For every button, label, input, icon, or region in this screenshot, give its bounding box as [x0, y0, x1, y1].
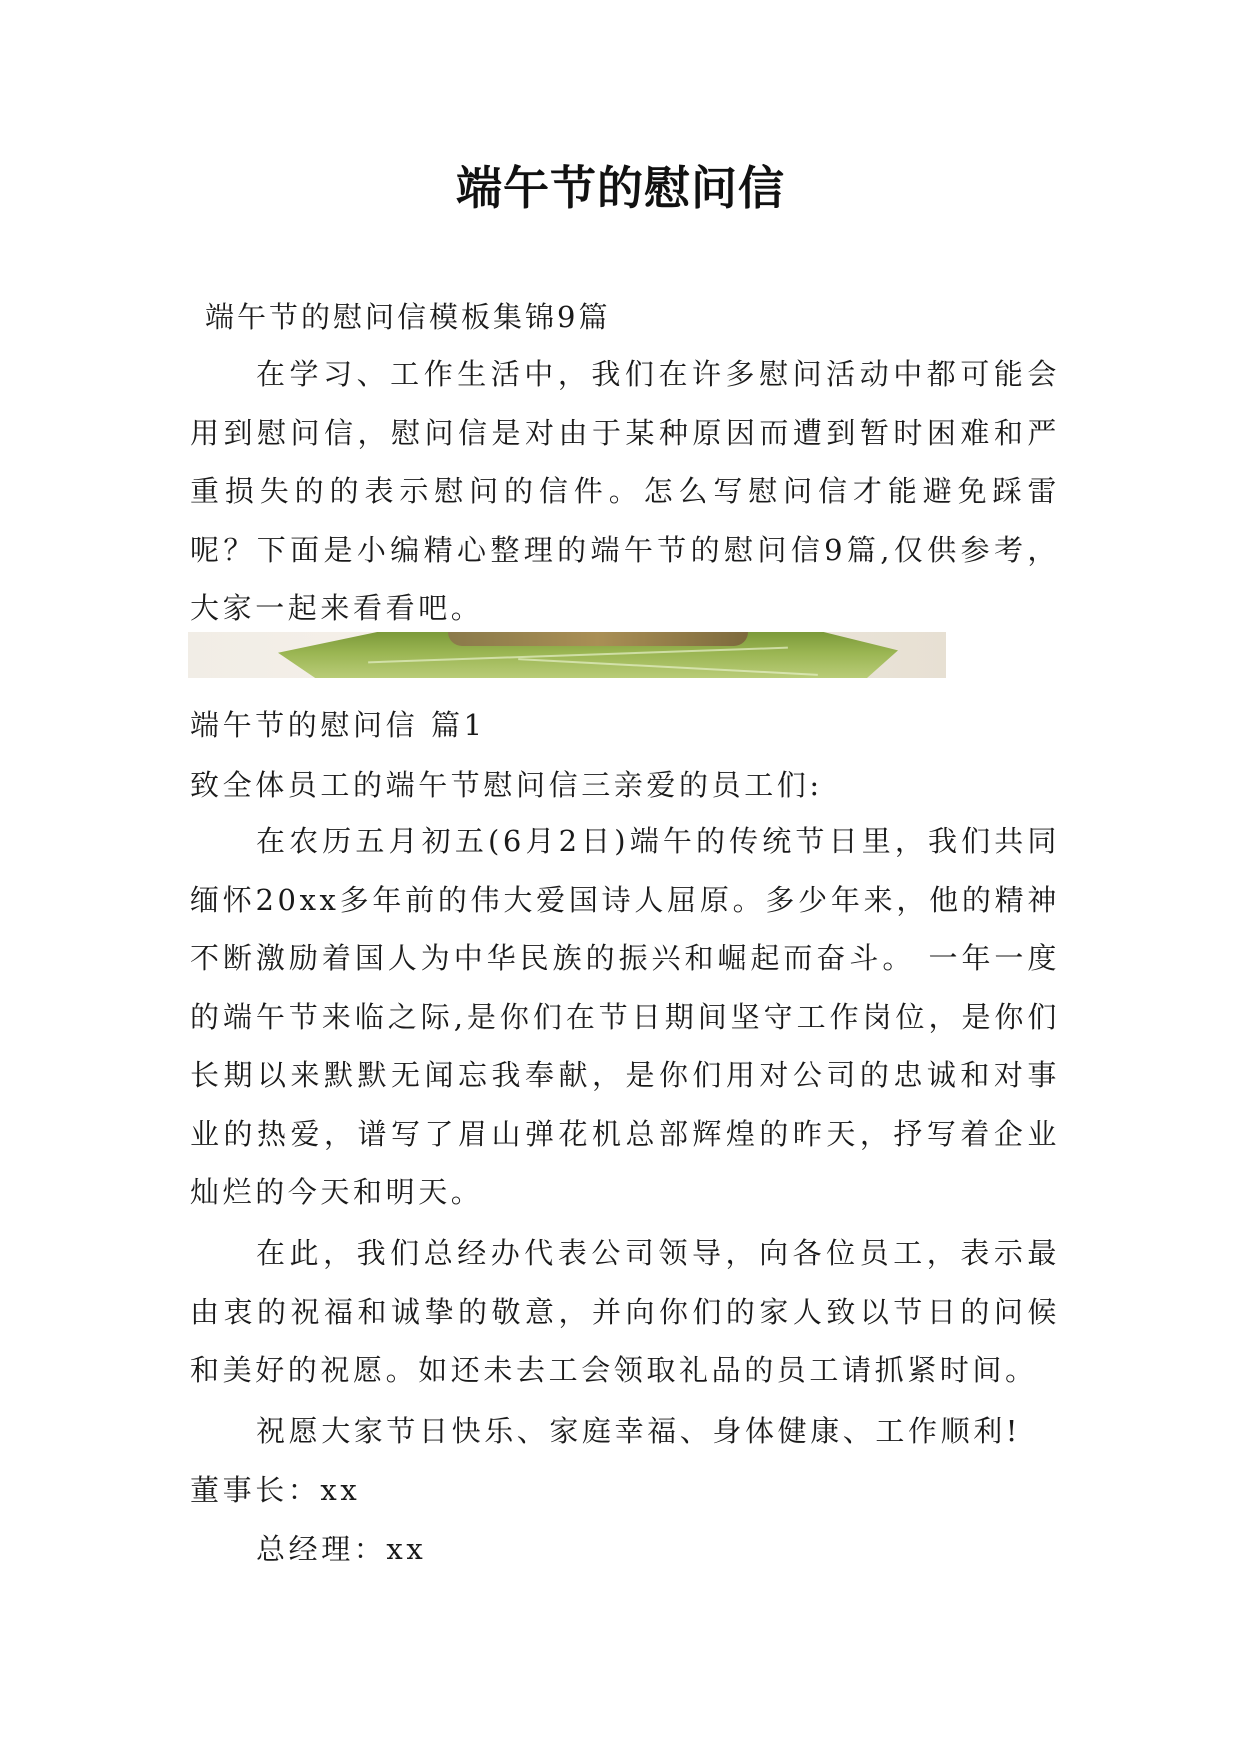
section-heading: 端午节的慰问信 篇1 — [190, 708, 486, 742]
letter-wishes: 祝愿大家节日快乐、家庭幸福、身体健康、工作顺利! — [256, 1414, 1022, 1448]
zongzi-graphic — [448, 632, 748, 646]
letter-paragraph-2: 在此，我们总经办代表公司领导，向各位员工，表示最由衷的祝福和诚挚的敬意，并向你们的家人致以节日的问候和美好的祝愿。如还未去工会领取礼品的员工请抓紧时间。 — [190, 1236, 1060, 1387]
letter-paragraph-1: 在农历五月初五(6月2日)端午的传统节日里，我们共同缅怀20xx多年前的伟大爱国诗人屈原。多少年来，他的精神不断激励着国人为中华民族的振兴和崛起而奋斗。 一年一度的端午节来临之际,是你们在节日期间坚守工作岗位，是你们长期以来默默无闻忘我奉献，是你们用对公司的忠诚和对事业的热爱，谱写了眉山弹花机总部辉煌的昨天，抒写着企业灿烂的今天和明天。 — [190, 824, 1060, 1209]
chairman-signature: 董事长：xx — [190, 1473, 361, 1507]
document-subtitle: 端午节的慰问信模板集锦9篇 — [205, 300, 611, 334]
document-title: 端午节的慰问信 — [456, 161, 785, 215]
zongzi-image — [188, 632, 946, 678]
intro-paragraph: 在学习、工作生活中，我们在许多慰问活动中都可能会用到慰问信，慰问信是对由于某种原因而遭到暂时困难和严重损失的的表示慰问的信件。怎么写慰问信才能避免踩雷呢？下面是小编精心整理的端午节的慰问信9篇,仅供参考，大家一起来看看吧。 — [190, 357, 1060, 625]
letter-salutation: 致全体员工的端午节慰问信三亲爱的员工们: — [190, 768, 823, 802]
manager-signature: 总经理：xx — [256, 1532, 427, 1566]
